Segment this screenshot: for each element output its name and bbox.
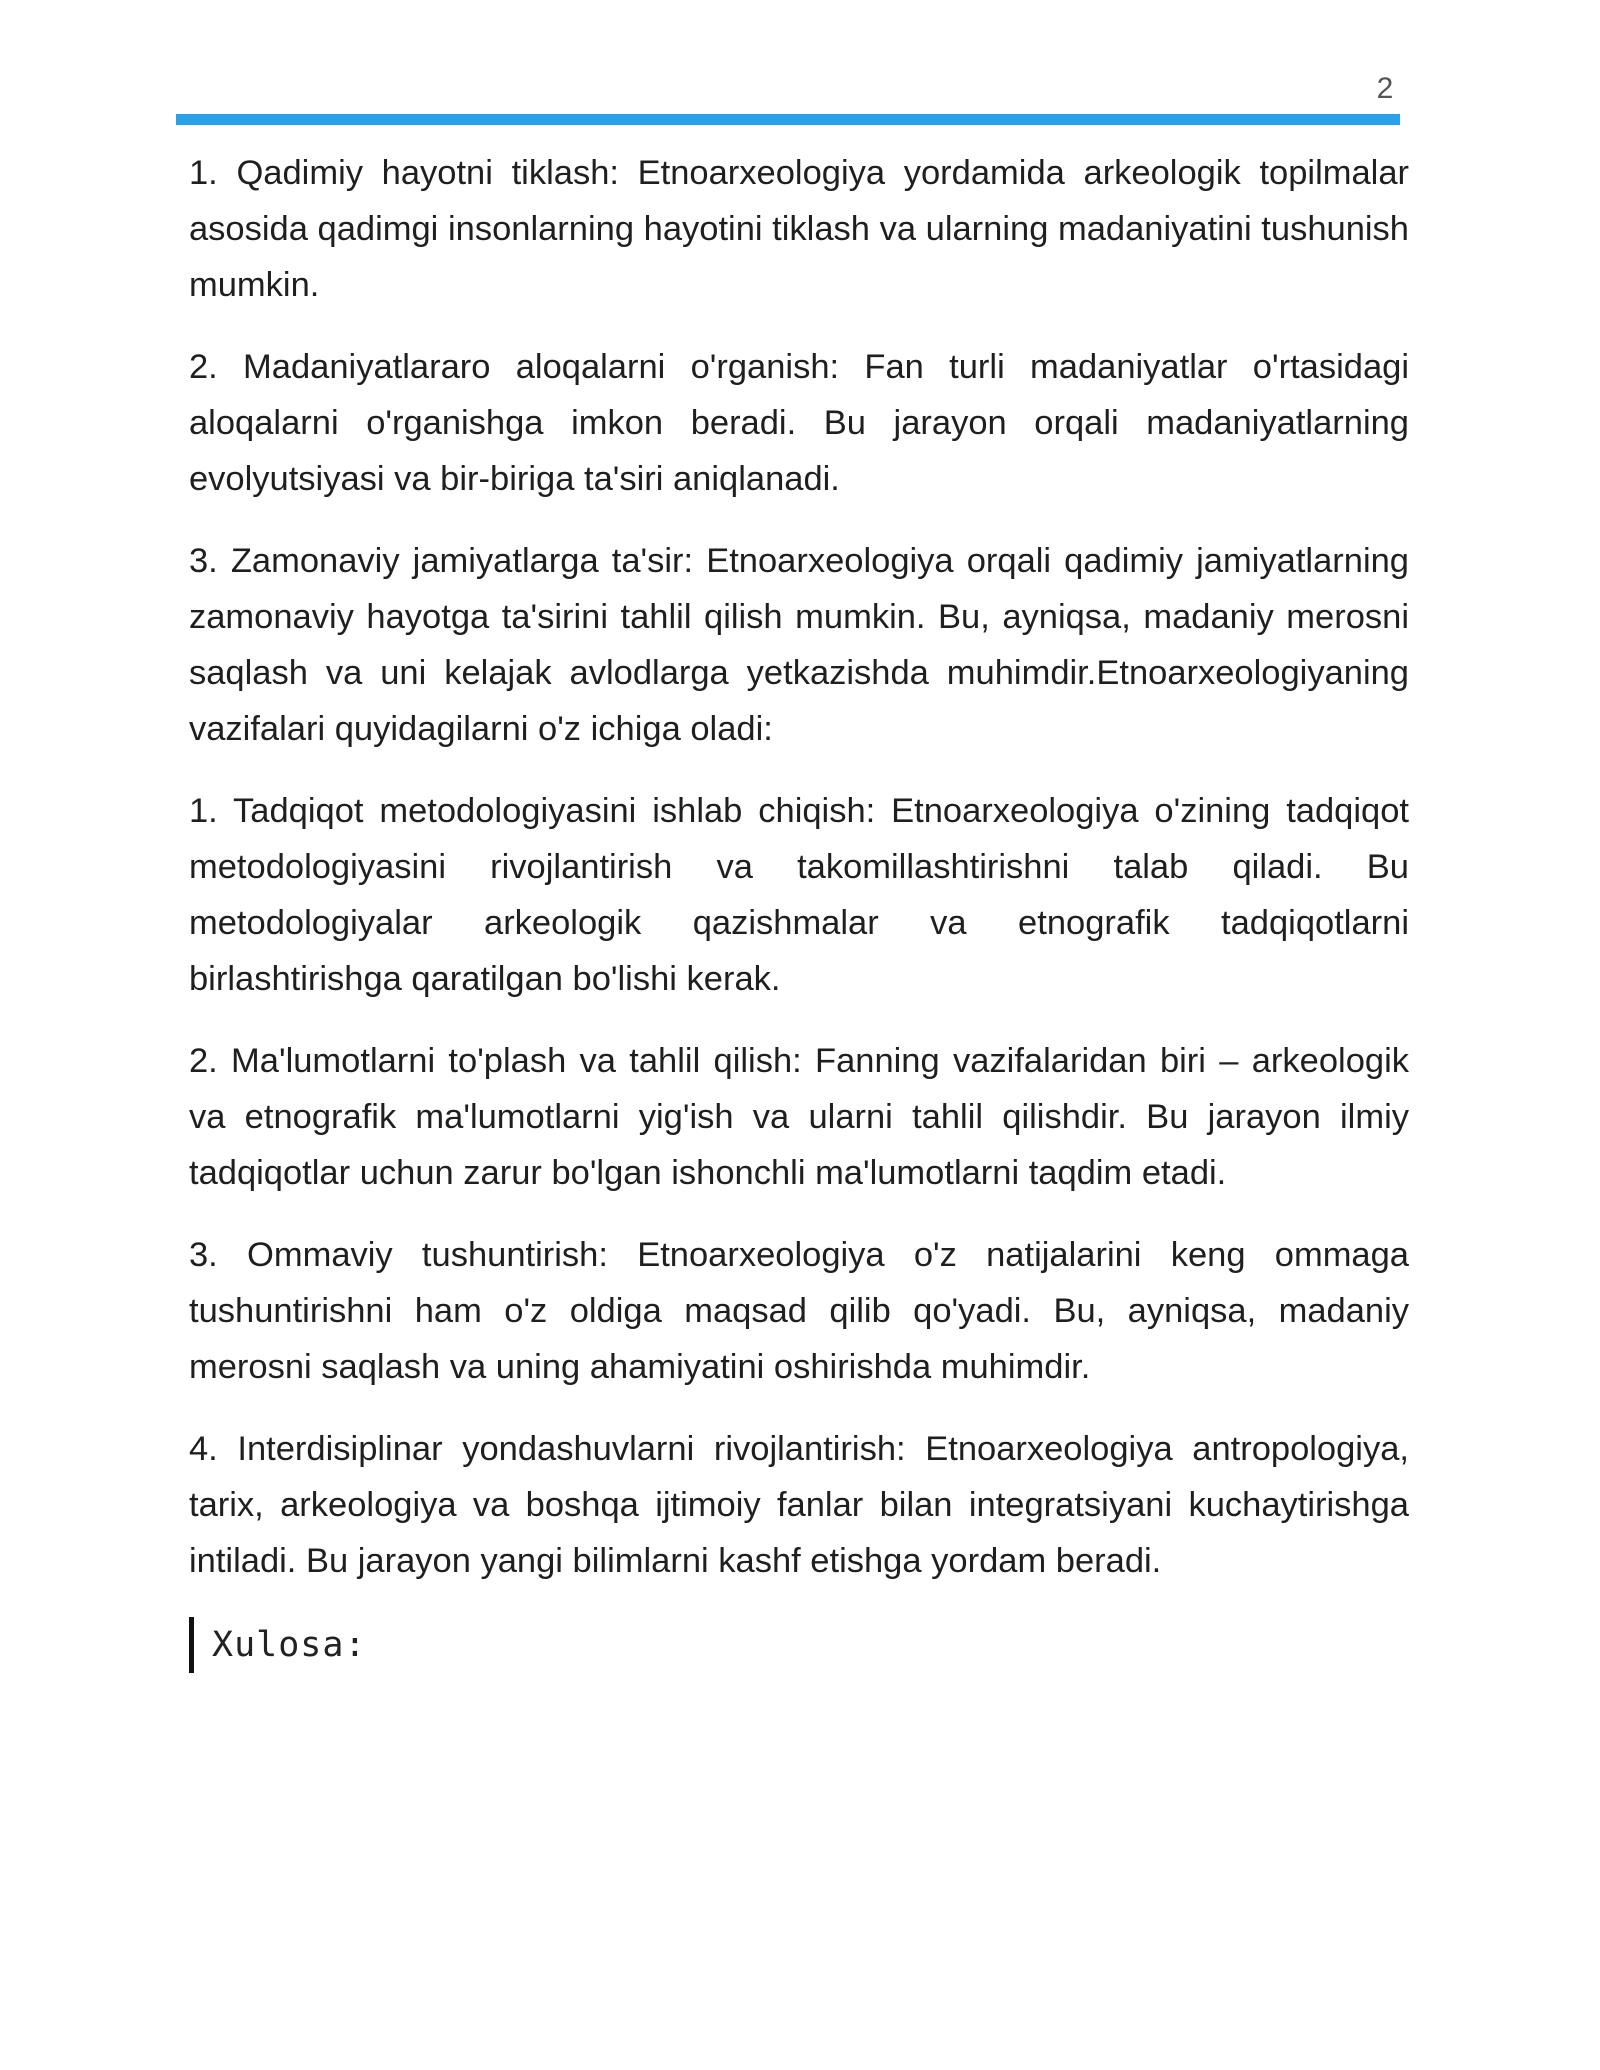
paragraph-intercultural-relations: 2. Madaniyatlararo aloqalarni o'rganish: Fan turli madaniyatlar o'rtasidagi aloqalarni o'rganishga imkon beradi. Bu jarayon orqali madaniyatlarning evolyutsiyasi va bir-biriga ta'siri aniqlanadi. [189, 348, 1409, 498]
header-rule [176, 114, 1400, 125]
paragraph-modern-societies: 3. Zamonaviy jamiyatlarga ta'sir: Etnoarxeologiya orqali qadimiy jamiyatlarning zamonaviy hayotga ta'sirini tahlil qilish mumkin. Bu, ayniqsa, madaniy merosni saqlash va uni kelajak avlodlarga yetkazishda muhimdir.Etnoarxeologiyaning vazifalari quyidagilarni o'z ichiga oladi: [189, 542, 1409, 748]
paragraph-methodology: 1. Tadqiqot metodologiyasini ishlab chiqish: Etnoarxeologiya o'zining tadqiqot metodologiyasini rivojlantirish va takomillashtirishni talab qiladi. Bu metodologiyalar arkeologik qazishmalar va etnografik tadqiqotlarni birlashtirishga qaratilgan bo'lishi kerak. [189, 792, 1409, 998]
paragraph-ancient-life: 1. Qadimiy hayotni tiklash: Etnoarxeologiya yordamida arkeologik topilmalar asosida qadimgi insonlarning hayotini tiklash va ularning madaniyatini tushunish mumkin. [189, 154, 1409, 304]
paragraph-public-outreach: 3. Ommaviy tushuntirish: Etnoarxeologiya o'z natijalarini keng ommaga tushuntirishni ham o'z oldiga maqsad qilib qo'yadi. Bu, ayniqsa, madaniy merosni saqlash va uning ahamiyatini oshirishda muhimdir. [189, 1236, 1409, 1386]
conclusion-heading-text: Xulosa: [212, 1625, 367, 1665]
paragraph-data-collection: 2. Ma'lumotlarni to'plash va tahlil qilish: Fanning vazifalaridan biri – arkeologik va etnografik ma'lumotlarni yig'ish va ularni tahlil qilishdir. Bu jarayon ilmiy tadqiqotlar uchun zarur bo'lgan ishonchli ma'lumotlarni taqdim etadi. [189, 1042, 1409, 1192]
document-body [189, 145, 1409, 1673]
conclusion-heading [189, 1617, 1409, 1673]
paragraph-interdisciplinary: 4. Interdisiplinar yondashuvlarni rivojlantirish: Etnoarxeologiya antropologiya, tarix, arkeologiya va boshqa ijtimoiy fanlar bilan integratsiyani kuchaytirishga intiladi. Bu jarayon yangi bilimlarni kashf etishga yordam beradi. [189, 1430, 1409, 1580]
page-number: 2 [1376, 72, 1394, 105]
